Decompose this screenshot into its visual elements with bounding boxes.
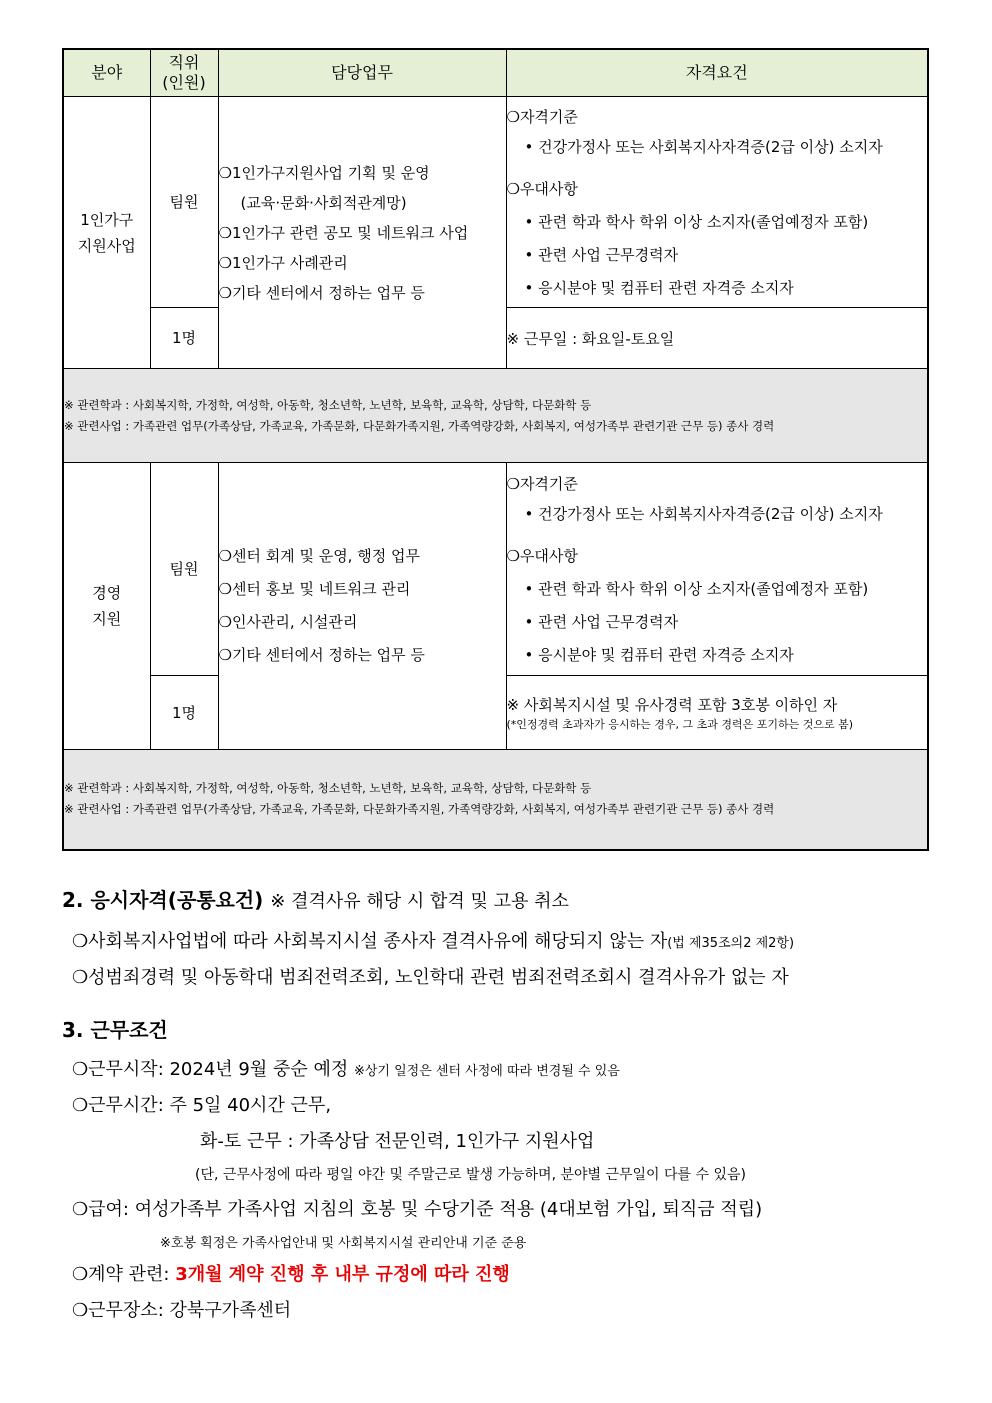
career-note-small: (*인정경력 초과자가 응시하는 경우, 그 초과 경력은 포기하는 것으로 봄): [506, 717, 854, 731]
position-cell: 팀원: [150, 97, 218, 308]
duty-cell: [218, 97, 506, 369]
duty-item: (교육·문화·사회적관계망): [240, 193, 407, 212]
duty-item: ❍인사관리, 시설관리: [218, 613, 358, 631]
work-hours-detail: 화-토 근무 : 가족상담 전문인력, 1인가구 지원사업: [200, 1131, 595, 1152]
qual-title: ❍자격기준: [506, 107, 578, 126]
pref-item: • 관련 학과 학사 학위 이상 소지자(졸업예정자 포함): [524, 212, 869, 231]
pref-item: • 관련 학과 학사 학위 이상 소지자(졸업예정자 포함): [524, 579, 869, 598]
section3-title: 3. 근무조건: [62, 1018, 168, 1042]
table-row: [63, 369, 928, 463]
pref-item: • 관련 사업 근무경력자: [524, 245, 679, 264]
field-cell: 경영 지원: [63, 463, 150, 750]
duty-item: ❍기타 센터에서 정하는 업무 등: [218, 283, 425, 302]
section2-item-text: ❍사회복지사업법에 따라 사회복지시설 종사자 결격사유에 해당되지 않는 자: [72, 931, 668, 952]
table-row: [63, 463, 928, 676]
header-duty: 담당업무: [218, 49, 506, 97]
related-business-note: ※ 관련사업 : 가족관련 업무(가족상담, 가족교육, 가족문화, 다문화가족지원, 가족역량강화, 사회복지, 여성가족부 관련기관 근무 등) 종사 경력: [64, 418, 775, 433]
work-place: ❍근무장소: 강북구가족센터: [72, 1300, 292, 1321]
table-row: [63, 97, 928, 308]
section2-title: 2. 응시자격(공통요건): [62, 888, 264, 912]
related-note: [63, 369, 928, 463]
section2-heading: [62, 884, 932, 913]
section2-item: [72, 927, 942, 953]
header-requirement: 자격요건: [506, 49, 928, 97]
contract-label: ❍계약 관련:: [72, 1264, 176, 1285]
requirement-cell: [506, 97, 928, 308]
pref-item: • 응시분야 및 컴퓨터 관련 자격증 소지자: [524, 278, 794, 297]
section2-item-law: (법 제35조의2 제2항): [667, 936, 795, 951]
duty-item: ❍센터 회계 및 운영, 행정 업무: [218, 547, 420, 565]
qual-title: ❍자격기준: [506, 474, 578, 493]
work-start-text: ❍근무시작: 2024년 9월 중순 예정: [72, 1059, 349, 1080]
header-position: 직위 (인원): [150, 49, 218, 97]
position-cell: 팀원: [150, 463, 218, 676]
related-dept-note: ※ 관련학과 : 사회복지학, 가정학, 여성학, 아동학, 청소년학, 노년학, 보육학, 교육학, 상담학, 다문화학 등: [64, 781, 592, 796]
work-start-note: ※상기 일정은 센터 사정에 따라 변경될 수 있음: [353, 1064, 620, 1079]
career-note: [506, 676, 928, 750]
duty-item: ❍1인가구 사례관리: [218, 253, 348, 272]
salary-note: ※호봉 획정은 가족사업안내 및 사회복지시설 관리안내 기준 준용: [160, 1236, 527, 1251]
section2-title-note: ※ 결격사유 해당 시 합격 및 고용 취소: [270, 891, 569, 912]
section2-item: ❍성범죄경력 및 아동학대 범죄전력조회, 노인학대 관련 범죄전력조회시 결격사유가 없는 자: [72, 967, 789, 988]
work-hours-note: (단, 근무사정에 따라 평일 야간 및 주말근로 발생 가능하며, 분야별 근무일이 다를 수 있음): [195, 1167, 747, 1183]
work-start: [72, 1055, 942, 1081]
duty-item: ❍센터 홍보 및 네트워크 관리: [218, 580, 411, 598]
count-cell: 1명: [150, 676, 218, 750]
related-business-note: ※ 관련사업 : 가족관련 업무(가족상담, 가족교육, 가족문화, 다문화가족지원, 가족역량강화, 사회복지, 여성가족부 관련기관 근무 등) 종사 경력: [64, 802, 775, 817]
duty-cell: [218, 463, 506, 750]
work-hours: ❍근무시간: 주 5일 40시간 근무,: [72, 1095, 332, 1116]
table-row: [63, 750, 928, 850]
qual-item: • 건강가정사 또는 사회복지사자격증(2급 이상) 소지자: [524, 137, 883, 156]
contract: [72, 1260, 942, 1286]
contract-value: 3개월 계약 진행 후 내부 규정에 따라 진행: [175, 1264, 510, 1285]
duty-item: ❍1인가구지원사업 기획 및 운영: [218, 163, 430, 182]
related-dept-note: ※ 관련학과 : 사회복지학, 가정학, 여성학, 아동학, 청소년학, 노년학, 보육학, 교육학, 상담학, 다문화학 등: [64, 397, 592, 412]
pref-item: • 응시분야 및 컴퓨터 관련 자격증 소지자: [524, 645, 794, 664]
pref-title: ❍우대사항: [506, 546, 578, 565]
requirement-cell: [506, 463, 928, 676]
pref-item: • 관련 사업 근무경력자: [524, 612, 679, 631]
header-field: 분야: [63, 49, 150, 97]
count-cell: 1명: [150, 308, 218, 369]
pref-title: ❍우대사항: [506, 179, 578, 198]
duty-item: ❍기타 센터에서 정하는 업무 등: [218, 646, 425, 664]
field-cell: 1인가구 지원사업: [63, 97, 150, 369]
related-note: [63, 750, 928, 850]
workday-note: ※ 근무일 : 화요일-토요일: [506, 308, 928, 369]
duty-item: ❍1인가구 관련 공모 및 네트워크 사업: [218, 223, 469, 242]
table-header-row: [63, 49, 928, 97]
job-table: [62, 48, 929, 851]
qual-item: • 건강가정사 또는 사회복지사자격증(2급 이상) 소지자: [524, 504, 883, 523]
salary: ❍급여: 여성가족부 가족사업 지침의 호봉 및 수당기준 적용 (4대보험 가입, 퇴직금 적립): [72, 1199, 763, 1220]
career-note-main: ※ 사회복지시설 및 유사경력 포함 3호봉 이하인 자: [506, 695, 838, 714]
